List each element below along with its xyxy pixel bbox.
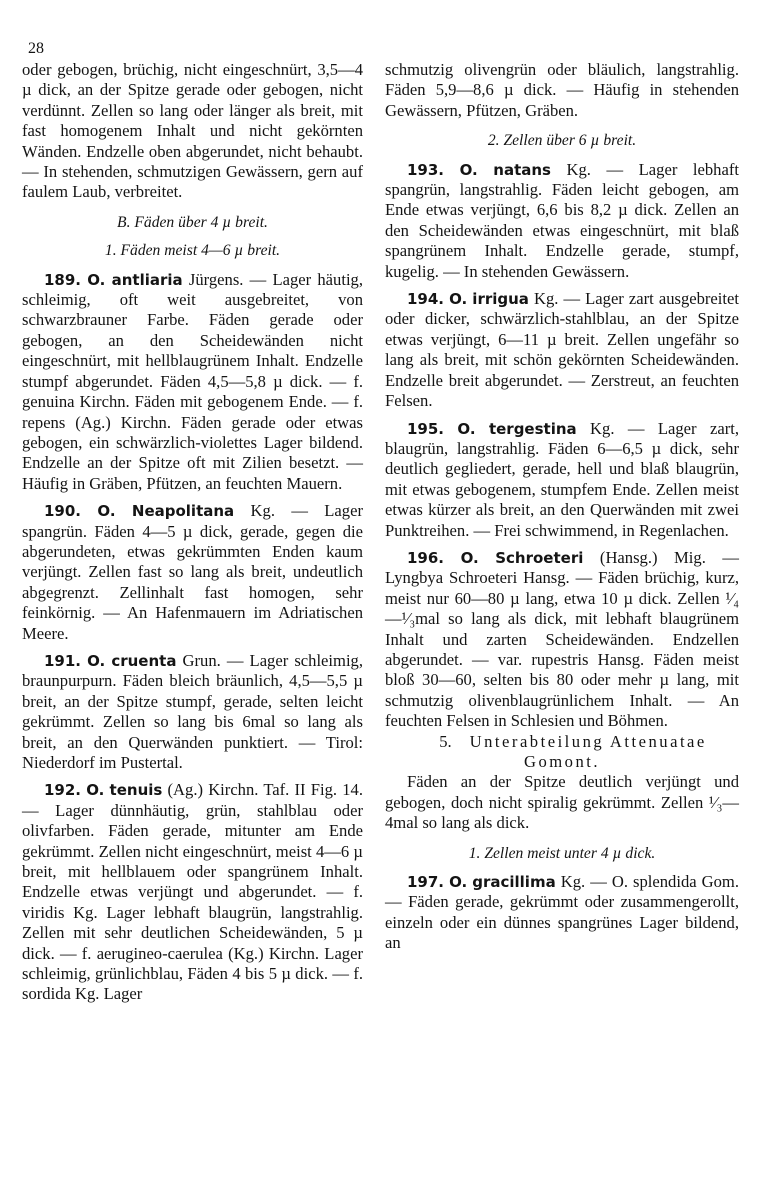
page-number: 28 [28, 40, 44, 57]
entry-191: 191. O. cruenta Grun. — Lager schleimig, braunpurpurn. Fäden bleich bräunlich, 4,5—5,5 µ breit, an der Spitze stumpf, gerade, selten leicht gekrümmt. Zellen so lang bis 6mal so lang als breit, an den Querwänden punktiert. — Tirol: Niederdorf im Pustertal. [22, 650, 363, 772]
heading-2: 2. Zellen über 6 µ breit. [487, 132, 637, 150]
section-paragraph: Fäden an der Spitze deutlich verjüngt und gebogen, doch nicht spiralig gekrümmt. Zellen ¹⁄₃—4mal so lang als dick. [385, 772, 739, 833]
section-title [385, 732, 739, 773]
left-column [22, 60, 363, 1005]
heading-b: B. Fäden über 4 µ breit. [117, 213, 268, 231]
section-number: 5. [439, 731, 452, 751]
entry-194: 194. O. irrigua Kg. — Lager zart ausgebreitet oder dicker, schwärzlich-stahlblau, an der Spitze etwas verjüngt, 6—11 µ breit. Zellen ungefähr so lang als breit, mit schön gekörnten Scheidewänden. Endzelle breit abgerundet. — Zerstreut, an feuchten Felsen. [385, 289, 739, 411]
intro-paragraph: oder gebogen, brüchig, nicht eingeschnürt, 3,5—4 µ dick, an der Spitze gerade oder gebogen, nicht verdünnt. Zellen so lang oder länger als breit, mit fast homogenem Inhalt und nicht gekörnten Wänden. Endzelle oben abgerundet, nicht behaubt. — In stehenden, schmutzigen Gewässern, gern auf faulem Laub, verbreitet. [22, 60, 363, 202]
heading-1: 1. Fäden meist 4—6 µ breit. [104, 242, 281, 260]
right-column [385, 60, 739, 954]
entry-195: 195. O. tergestina Kg. — Lager zart, blaugrün, langstrahlig. Fäden 6—6,5 µ dick, sehr deutlich gegliedert, gerade, hell und blaß blaugrün, mit etwas gebogenem, stumpfem Ende. Zellen meist etwas kürzer als breit, an den Querwänden mit zwei Punktreihen. — Frei schwimmend, in Regenlachen. [385, 418, 739, 540]
entry-192: 192. O. tenuis (Ag.) Kirchn. Taf. II Fig. 14. — Lager dünnhäutig, grün, stahlblau oder olivfarben. Fäden gerade, mitunter am Ende gekrümmt. Zellen nicht eingeschnürt, meist 4—6 µ breit, mit hellblauem oder spangrünem Inhalt. Endzelle etwas verjüngt und abgerundet. — f. viridis Kg. Lager lebhaft blaugrün, langstrahlig. Zellen mit sehr deutlichen Scheidewänden, 5 µ dick. — f. aerugineo-caerulea (Kg.) Kirchn. Lager schleimig, grünlichblau, Fäden 4 bis 5 µ dick. — f. sordida Kg. Lager [22, 780, 363, 1004]
entry-197: 197. O. gracillima Kg. — O. splendida Gom. — Fäden gerade, gekrümmt oder zusammengerollt, einzeln oder ein dünnes spangrünes Lager bildend, an [385, 872, 739, 953]
entry-193: 193. O. natans Kg. — Lager lebhaft spangrün, langstrahlig. Fäden leicht gebogen, am Ende etwas verjüngt, 6,6 bis 8,2 µ dick. Zellen an den Scheidewänden etwas eingeschnürt, mit blaß spangrünem Inhalt. Endzelle gerade, stumpf, kugelig. — In stehenden Gewässern. [385, 159, 739, 281]
entry-190: 190. O. Neapolitana Kg. — Lager spangrün. Fäden 4—5 µ dick, gerade, gegen die abgerundeten, etwas gekrümmten Enden kaum verjüngt. Zellen fast so lang als breit, undeutlich abgegrenzt. Zellinhalt fast homogen, sehr feinkörnig. — An Hafenmauern im Adriatischen Meere. [22, 501, 363, 643]
entry-196: 196. O. Schroeteri (Hansg.) Mig. — Lyngbya Schroeteri Hansg. — Fäden brüchig, kurz, meist nur 60—80 µ lang, etwa 10 µ dick. Zellen ¹⁄₄—¹⁄₃mal so lang als dick, mit lebhaft blaugrünem Inhalt und zarten Scheidewänden. Endzellen abgerundet. — var. rupestris Hansg. Fäden meist bloß 30—60, selten bis 80 oder mehr µ lang, mit schmutzig olivenblaugrünlichem Inhalt. — An feuchten Felsen in Schlesien und Böhmen. [385, 547, 739, 731]
entry-189: 189. O. antliaria Jürgens. — Lager häutig, schleimig, oft weit ausgebreitet, von schwarzbrauner Farbe. Fäden gerade oder gebogen, an den Scheidewänden nicht eingeschnürt, mit hellblaugrünem Inhalt. Endzelle stumpf abgerundet. Fäden 4,5—5,8 µ dick. — f. genuina Kirchn. Fäden mit gebogenem Ende. — f. repens (Ag.) Kirchn. Fäden gerade oder etwas gebogen, ein schwärzlich-violettes Lager bildend. Endzelle an der Spitze oft mit Zilien besetzt. — Häufig in Gräben, Pfützen, an feuchten Mauern. [22, 269, 364, 493]
continuation-paragraph: schmutzig olivengrün oder bläulich, langstrahlig. Fäden 5,9—8,6 µ dick. — Häufig in stehenden Gewässern, Pfützen, Gräben. [385, 60, 739, 120]
heading-1b: 1. Zellen meist unter 4 µ dick. [468, 844, 656, 862]
section-title-text: Unterabteilung Attenuatae Gomont. [469, 731, 707, 771]
